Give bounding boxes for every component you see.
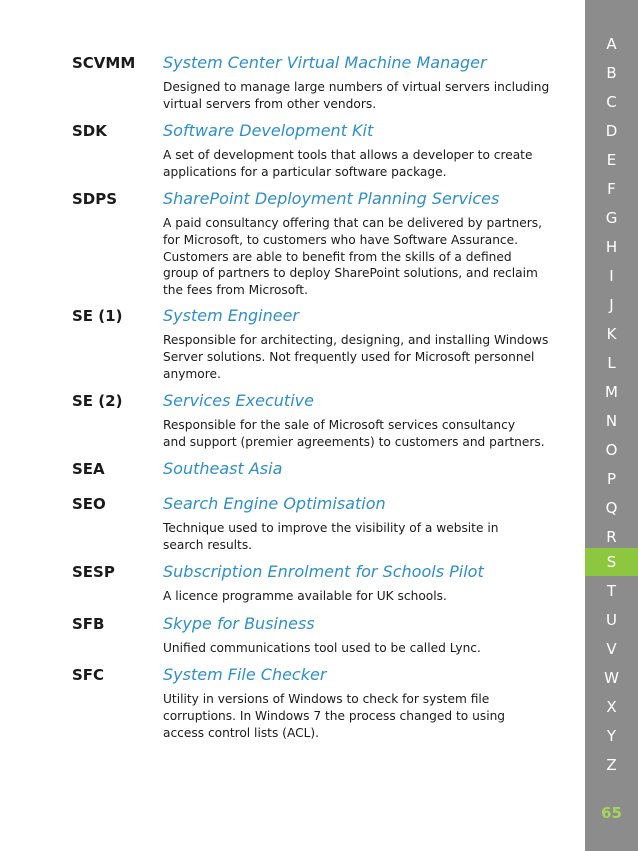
entry-abbreviation: SE (1): [72, 307, 123, 325]
entry-term: Search Engine Optimisation: [163, 494, 386, 513]
index-letter-a[interactable]: A: [606, 35, 617, 53]
entry-term: Services Executive: [163, 391, 314, 410]
index-letter-d[interactable]: D: [605, 122, 618, 140]
entry-abbreviation: SEA: [72, 460, 105, 478]
alphabet-sidebar: [585, 0, 638, 851]
index-letter-c[interactable]: C: [606, 93, 617, 111]
index-letter-t[interactable]: T: [606, 582, 617, 600]
entry-term: System Center Virtual Machine Manager: [163, 53, 487, 72]
entry-abbreviation: SESP: [72, 563, 115, 581]
entry-description: Responsible for the sale of Microsoft services consultancy and support (premier agreements) to customers and partners.: [163, 418, 545, 449]
index-letter-n[interactable]: N: [605, 412, 618, 430]
index-letter-i[interactable]: I: [609, 267, 614, 285]
entry-description: Utility in versions of Windows to check for system file corruptions. In Windows 7 the process changed to using access control lists (ACL).: [163, 692, 506, 740]
entry-abbreviation: SEO: [72, 495, 106, 513]
index-letter-v[interactable]: V: [606, 640, 617, 658]
index-letter-z[interactable]: Z: [606, 756, 617, 774]
entry-description: Unified communications tool used to be called Lync.: [163, 641, 481, 655]
entry-term: System File Checker: [163, 665, 327, 684]
index-letter-o[interactable]: O: [605, 441, 618, 459]
index-letter-e[interactable]: E: [606, 151, 617, 169]
entry-term: Southeast Asia: [163, 459, 283, 478]
entry-abbreviation: SE (2): [72, 392, 123, 410]
entry-term: System Engineer: [163, 306, 300, 325]
entry-abbreviation: SCVMM: [72, 54, 136, 72]
index-letter-l[interactable]: L: [607, 354, 616, 372]
entry-description: A paid consultancy offering that can be delivered by partners, for Microsoft, to customers who have Software Assurance. Customers are able to benefit from the skills of a defined group of partners to deploy SharePoint solutions, and reclaim the fees from Microsoft.: [163, 216, 542, 298]
entry-abbreviation: SFB: [72, 615, 105, 633]
entry-abbreviation: SDK: [72, 122, 107, 140]
index-letter-r[interactable]: R: [606, 528, 617, 546]
entry-description: A set of development tools that allows a developer to create applications for a particular software package.: [163, 148, 533, 179]
index-letter-s-active[interactable]: S: [585, 548, 638, 576]
index-letter-m[interactable]: M: [605, 383, 618, 401]
entry-abbreviation: SDPS: [72, 190, 118, 208]
index-letter-f[interactable]: F: [607, 180, 616, 198]
index-letter-b[interactable]: B: [606, 64, 617, 82]
entry-term: Subscription Enrolment for Schools Pilot: [163, 562, 484, 581]
entry-description: Responsible for architecting, designing, and installing Windows Server solutions. Not frequently used for Microsoft personnel anymore.: [163, 333, 549, 381]
index-letter-p[interactable]: P: [606, 470, 617, 488]
entry-term: Skype for Business: [163, 614, 315, 633]
page-number: 65: [601, 804, 622, 822]
index-letter-g[interactable]: G: [605, 209, 618, 227]
entry-term: Software Development Kit: [163, 121, 374, 140]
index-letter-y[interactable]: Y: [606, 727, 617, 745]
entry-description: Technique used to improve the visibility of a website in search results.: [163, 521, 499, 552]
entry-term: SharePoint Deployment Planning Services: [163, 189, 500, 208]
index-letter-j[interactable]: J: [609, 296, 614, 314]
entry-description: A licence programme available for UK schools.: [163, 589, 447, 603]
entry-description: Designed to manage large numbers of virtual servers including virtual servers from other vendors.: [163, 80, 550, 111]
index-letter-k[interactable]: K: [606, 325, 617, 343]
index-letter-q[interactable]: Q: [605, 499, 618, 517]
index-letter-u[interactable]: U: [606, 611, 617, 629]
entry-abbreviation: SFC: [72, 666, 105, 684]
index-letter-w[interactable]: W: [604, 669, 619, 687]
index-letter-h[interactable]: H: [605, 238, 618, 256]
index-letter-x[interactable]: X: [606, 698, 617, 716]
